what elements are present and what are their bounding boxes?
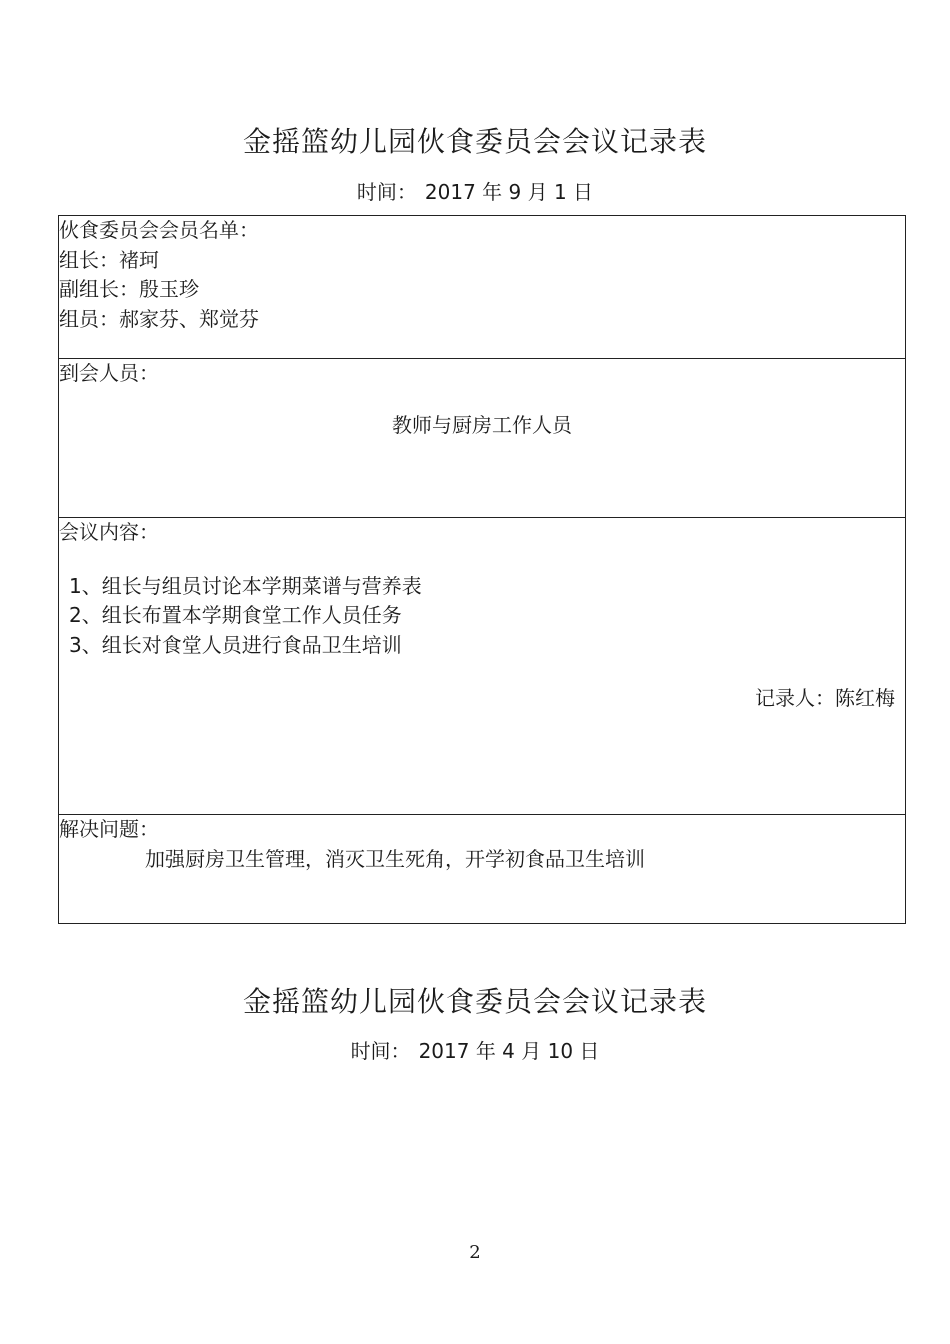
- record1-date-value: 2017 年 9 月 1 日: [424, 180, 594, 204]
- record1-date: [0, 176, 950, 205]
- record1-title: 金摇篮幼儿园伙食委员会会议记录表: [242, 125, 707, 158]
- record1-date-label: 时间：: [356, 180, 417, 204]
- page-number: 2: [469, 1242, 481, 1263]
- record2-title: 金摇篮幼儿园伙食委员会会议记录表: [242, 985, 707, 1018]
- record2-date-label: 时间：: [350, 1039, 411, 1063]
- members-heading: 伙食委员会会员名单：: [59, 218, 259, 242]
- record2-date-value: 2017 年 4 月 10 日: [418, 1039, 600, 1063]
- content-row: [59, 518, 906, 815]
- attendees-value: 教师与厨房工作人员: [392, 412, 572, 437]
- solution-cell: [59, 815, 906, 924]
- solution-row: [59, 815, 906, 924]
- solution-heading: 解决问题：: [59, 817, 159, 841]
- leader-line: 组长：褚珂: [59, 247, 159, 272]
- members-cell: [59, 216, 906, 359]
- vice-leader-line: 副组长：殷玉珍: [59, 277, 199, 301]
- members-line: 组员：郝家芬、郑觉芬: [59, 306, 259, 331]
- content-item-1: 1、组长与组员讨论本学期菜谱与营养表: [69, 573, 422, 598]
- recorder-line: 记录人：陈红梅: [755, 686, 895, 710]
- content-heading: 会议内容：: [59, 520, 159, 544]
- attendees-row: [59, 359, 906, 518]
- attendees-heading: 到会人员：: [59, 361, 159, 385]
- record1-table: [58, 215, 906, 924]
- content-cell: [59, 518, 906, 815]
- content-item-2: 2、组长布置本学期食堂工作人员任务: [69, 603, 402, 627]
- content-item-3: 3、组长对食堂人员进行食品卫生培训: [69, 632, 402, 657]
- attendees-cell: [59, 359, 906, 518]
- members-row: [59, 216, 906, 359]
- record2-date: [0, 1035, 950, 1064]
- solution-value: 加强厨房卫生管理，消灭卫生死角，开学初食品卫生培训: [145, 846, 645, 871]
